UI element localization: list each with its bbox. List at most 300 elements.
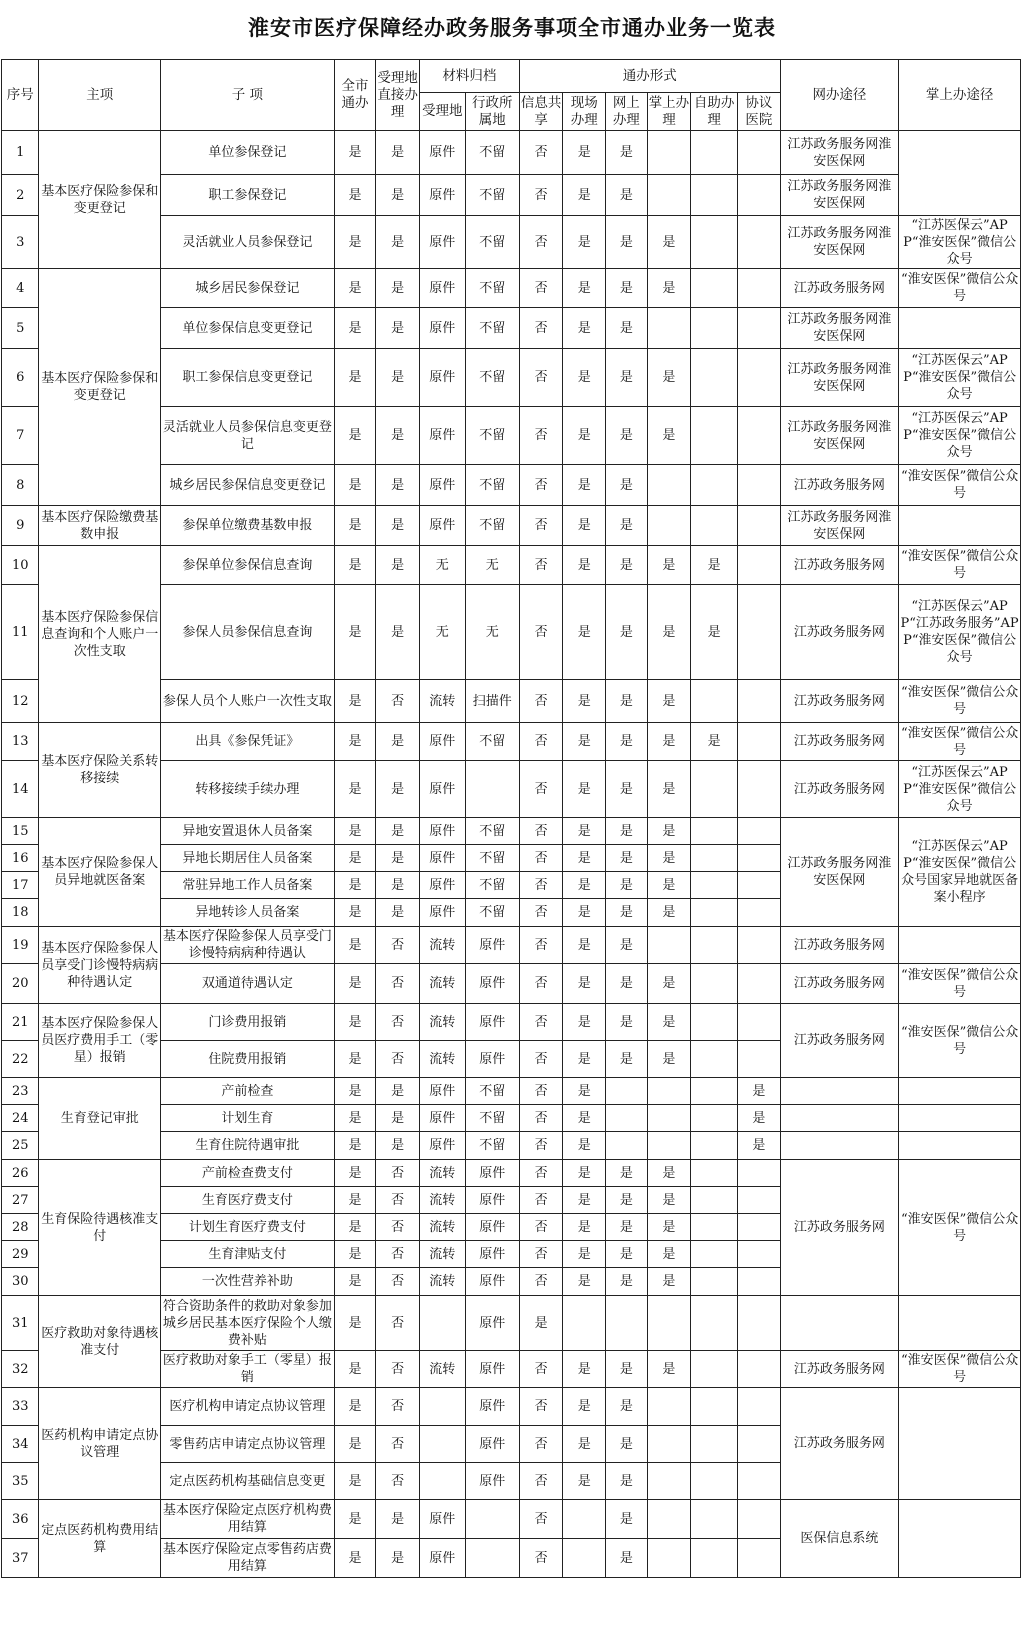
seq-cell: 11 bbox=[2, 585, 39, 680]
mobile-route-cell: “淮安医保”微信公众号 bbox=[899, 1160, 1021, 1296]
value-cell bbox=[691, 845, 738, 872]
value-cell bbox=[738, 308, 781, 349]
value-cell: 否 bbox=[519, 927, 563, 964]
value-cell: 是 bbox=[563, 1132, 606, 1160]
value-cell bbox=[647, 1132, 691, 1160]
value-cell bbox=[691, 216, 738, 269]
value-cell: 是 bbox=[738, 1078, 781, 1105]
value-cell: 是 bbox=[647, 1041, 691, 1078]
value-cell: 是 bbox=[647, 546, 691, 585]
value-cell: 流转 bbox=[419, 1214, 465, 1241]
value-cell bbox=[738, 1004, 781, 1041]
table-row bbox=[2, 546, 1021, 585]
seq-cell: 9 bbox=[2, 506, 39, 546]
value-cell: 是 bbox=[647, 585, 691, 680]
value-cell bbox=[738, 1214, 781, 1241]
value-cell bbox=[738, 506, 781, 546]
value-cell: 是 bbox=[647, 1351, 691, 1388]
value-cell bbox=[563, 1500, 606, 1539]
table-row bbox=[2, 506, 1021, 546]
sub-item-cell: 城乡居民参保登记 bbox=[161, 269, 335, 308]
seq-cell: 22 bbox=[2, 1041, 39, 1078]
value-cell: 流转 bbox=[419, 680, 465, 723]
value-cell: 不留 bbox=[465, 872, 519, 899]
mobile-route-cell bbox=[899, 927, 1021, 964]
seq-cell: 36 bbox=[2, 1500, 39, 1539]
value-cell: 原件 bbox=[465, 1351, 519, 1388]
table-row bbox=[2, 927, 1021, 964]
value-cell: 是 bbox=[606, 845, 648, 872]
value-cell: 是 bbox=[647, 845, 691, 872]
value-cell bbox=[647, 927, 691, 964]
sub-item-cell: 单位参保登记 bbox=[161, 131, 335, 175]
value-cell: 是 bbox=[563, 1105, 606, 1132]
value-cell: 流转 bbox=[419, 1004, 465, 1041]
web-route-cell bbox=[780, 1078, 899, 1105]
value-cell: 原件 bbox=[419, 723, 465, 761]
value-cell: 是 bbox=[334, 1500, 376, 1539]
mobile-route-cell: “江苏医保云”APP“淮安医保”微信公众号 bbox=[899, 407, 1021, 465]
value-cell: 原件 bbox=[465, 1160, 519, 1187]
mobile-route-cell: “淮安医保”微信公众号 bbox=[899, 465, 1021, 506]
value-cell: 是 bbox=[606, 927, 648, 964]
value-cell bbox=[691, 131, 738, 175]
value-cell: 否 bbox=[376, 1004, 420, 1041]
value-cell: 否 bbox=[519, 175, 563, 216]
value-cell: 是 bbox=[563, 131, 606, 175]
value-cell: 是 bbox=[563, 872, 606, 899]
value-cell: 是 bbox=[606, 1463, 648, 1500]
seq-cell: 14 bbox=[2, 761, 39, 818]
value-cell: 是 bbox=[563, 927, 606, 964]
value-cell bbox=[563, 1296, 606, 1351]
sub-item-cell: 参保人员参保信息查询 bbox=[161, 585, 335, 680]
value-cell: 是 bbox=[606, 680, 648, 723]
mobile-route-cell bbox=[899, 506, 1021, 546]
header-material: 材料归档 bbox=[419, 60, 519, 93]
value-cell: 不留 bbox=[465, 269, 519, 308]
value-cell: 是 bbox=[606, 585, 648, 680]
value-cell bbox=[738, 899, 781, 927]
seq-cell: 27 bbox=[2, 1187, 39, 1214]
value-cell bbox=[691, 899, 738, 927]
sub-item-cell: 城乡居民参保信息变更登记 bbox=[161, 465, 335, 506]
value-cell: 是 bbox=[376, 506, 420, 546]
sub-item-cell: 基本医疗保险参保人员享受门诊慢特病病种待遇认 bbox=[161, 927, 335, 964]
header-mat-accept: 受理地 bbox=[419, 93, 465, 131]
value-cell: 是 bbox=[376, 407, 420, 465]
value-cell bbox=[563, 1539, 606, 1578]
sub-item-cell: 计划生育医疗费支付 bbox=[161, 1214, 335, 1241]
value-cell bbox=[606, 1105, 648, 1132]
mobile-route-cell bbox=[899, 1132, 1021, 1160]
value-cell bbox=[738, 1500, 781, 1539]
seq-cell: 16 bbox=[2, 845, 39, 872]
value-cell: 是 bbox=[563, 845, 606, 872]
value-cell: 不留 bbox=[465, 175, 519, 216]
web-route-cell: 江苏政务服务网淮安医保网 bbox=[780, 506, 899, 546]
value-cell: 是 bbox=[376, 216, 420, 269]
sub-item-cell: 生育医疗费支付 bbox=[161, 1187, 335, 1214]
sub-item-cell: 基本医疗保险定点医疗机构费用结算 bbox=[161, 1500, 335, 1539]
mobile-route-cell: “淮安医保”微信公众号 bbox=[899, 269, 1021, 308]
value-cell: 否 bbox=[519, 1078, 563, 1105]
value-cell: 是 bbox=[738, 1132, 781, 1160]
web-route-cell: 江苏政务服务网 bbox=[780, 269, 899, 308]
value-cell bbox=[647, 1296, 691, 1351]
value-cell: 否 bbox=[519, 308, 563, 349]
sub-item-cell: 单位参保信息变更登记 bbox=[161, 308, 335, 349]
value-cell: 无 bbox=[419, 585, 465, 680]
main-item-cell: 医药机构申请定点协议管理 bbox=[39, 1388, 161, 1500]
value-cell: 否 bbox=[519, 680, 563, 723]
value-cell: 否 bbox=[519, 872, 563, 899]
value-cell: 原件 bbox=[419, 1078, 465, 1105]
value-cell bbox=[691, 1388, 738, 1426]
value-cell: 是 bbox=[563, 1078, 606, 1105]
value-cell: 是 bbox=[563, 465, 606, 506]
value-cell bbox=[647, 465, 691, 506]
value-cell: 原件 bbox=[419, 818, 465, 845]
seq-cell: 24 bbox=[2, 1105, 39, 1132]
value-cell: 否 bbox=[519, 1214, 563, 1241]
value-cell: 否 bbox=[519, 1539, 563, 1578]
value-cell: 是 bbox=[334, 407, 376, 465]
value-cell: 是 bbox=[563, 546, 606, 585]
value-cell: 是 bbox=[334, 761, 376, 818]
seq-cell: 28 bbox=[2, 1214, 39, 1241]
value-cell: 否 bbox=[519, 1187, 563, 1214]
value-cell bbox=[738, 845, 781, 872]
value-cell: 是 bbox=[606, 175, 648, 216]
value-cell: 原件 bbox=[419, 845, 465, 872]
value-cell: 否 bbox=[376, 680, 420, 723]
main-item-cell: 基本医疗保险参保人员医疗费用手工（零星）报销 bbox=[39, 1004, 161, 1078]
value-cell bbox=[738, 1463, 781, 1500]
value-cell bbox=[691, 1078, 738, 1105]
value-cell: 不留 bbox=[465, 407, 519, 465]
value-cell bbox=[738, 1241, 781, 1268]
value-cell bbox=[738, 269, 781, 308]
mobile-route-cell: “江苏医保云”APP“淮安医保”微信公众号 bbox=[899, 761, 1021, 818]
seq-cell: 25 bbox=[2, 1132, 39, 1160]
value-cell: 无 bbox=[465, 546, 519, 585]
value-cell: 原件 bbox=[419, 269, 465, 308]
value-cell: 原件 bbox=[419, 175, 465, 216]
value-cell: 是 bbox=[376, 872, 420, 899]
value-cell: 是 bbox=[334, 1078, 376, 1105]
sub-item-cell: 医疗机构申请定点协议管理 bbox=[161, 1388, 335, 1426]
value-cell: 否 bbox=[519, 1268, 563, 1296]
value-cell: 是 bbox=[606, 899, 648, 927]
value-cell: 是 bbox=[334, 1351, 376, 1388]
value-cell bbox=[738, 585, 781, 680]
value-cell: 原件 bbox=[465, 1463, 519, 1500]
value-cell: 是 bbox=[334, 1426, 376, 1463]
value-cell: 否 bbox=[376, 1463, 420, 1500]
value-cell: 是 bbox=[563, 680, 606, 723]
value-cell: 是 bbox=[563, 1160, 606, 1187]
value-cell bbox=[738, 761, 781, 818]
value-cell bbox=[738, 964, 781, 1004]
sub-item-cell: 基本医疗保险定点零售药店费用结算 bbox=[161, 1539, 335, 1578]
value-cell: 否 bbox=[376, 1241, 420, 1268]
value-cell: 是 bbox=[606, 546, 648, 585]
value-cell: 原件 bbox=[465, 1004, 519, 1041]
value-cell: 是 bbox=[334, 723, 376, 761]
sub-item-cell: 零售药店申请定点协议管理 bbox=[161, 1426, 335, 1463]
mobile-route-cell bbox=[899, 1105, 1021, 1132]
seq-cell: 12 bbox=[2, 680, 39, 723]
value-cell: 原件 bbox=[465, 1187, 519, 1214]
value-cell: 否 bbox=[519, 899, 563, 927]
value-cell: 否 bbox=[519, 964, 563, 1004]
web-route-cell: 江苏政务服务网 bbox=[780, 1388, 899, 1500]
mobile-route-cell: “淮安医保”微信公众号 bbox=[899, 964, 1021, 1004]
value-cell: 是 bbox=[376, 818, 420, 845]
value-cell: 否 bbox=[519, 1041, 563, 1078]
value-cell bbox=[691, 407, 738, 465]
seq-cell: 2 bbox=[2, 175, 39, 216]
value-cell: 是 bbox=[606, 1214, 648, 1241]
value-cell: 是 bbox=[334, 1388, 376, 1426]
main-item-cell: 定点医药机构费用结算 bbox=[39, 1500, 161, 1578]
value-cell bbox=[691, 1160, 738, 1187]
value-cell: 原件 bbox=[419, 1105, 465, 1132]
value-cell: 原件 bbox=[419, 131, 465, 175]
value-cell bbox=[647, 1500, 691, 1539]
value-cell bbox=[691, 964, 738, 1004]
sub-item-cell: 参保单位缴费基数申报 bbox=[161, 506, 335, 546]
web-route-cell: 江苏政务服务网 bbox=[780, 1160, 899, 1296]
seq-cell: 7 bbox=[2, 407, 39, 465]
value-cell: 是 bbox=[606, 818, 648, 845]
value-cell bbox=[691, 872, 738, 899]
value-cell: 是 bbox=[563, 818, 606, 845]
value-cell: 否 bbox=[519, 131, 563, 175]
value-cell: 是 bbox=[606, 1351, 648, 1388]
value-cell bbox=[606, 1296, 648, 1351]
table-row bbox=[2, 269, 1021, 308]
seq-cell: 10 bbox=[2, 546, 39, 585]
web-route-cell: 江苏政务服务网淮安医保网 bbox=[780, 175, 899, 216]
value-cell: 否 bbox=[519, 1160, 563, 1187]
value-cell: 是 bbox=[334, 1132, 376, 1160]
value-cell: 是 bbox=[376, 723, 420, 761]
value-cell: 扫描件 bbox=[465, 680, 519, 723]
value-cell: 原件 bbox=[419, 308, 465, 349]
value-cell: 否 bbox=[376, 1160, 420, 1187]
value-cell: 是 bbox=[606, 1500, 648, 1539]
web-route-cell: 江苏政务服务网 bbox=[780, 761, 899, 818]
value-cell: 原件 bbox=[419, 506, 465, 546]
web-route-cell bbox=[780, 1132, 899, 1160]
value-cell bbox=[738, 1388, 781, 1426]
value-cell: 否 bbox=[376, 1351, 420, 1388]
value-cell: 是 bbox=[563, 1214, 606, 1241]
value-cell bbox=[738, 1187, 781, 1214]
header-web: 网办途径 bbox=[780, 60, 899, 131]
value-cell: 不留 bbox=[465, 818, 519, 845]
value-cell: 原件 bbox=[419, 1132, 465, 1160]
value-cell: 否 bbox=[376, 1426, 420, 1463]
value-cell: 是 bbox=[334, 872, 376, 899]
value-cell bbox=[691, 349, 738, 407]
value-cell: 否 bbox=[376, 1041, 420, 1078]
value-cell: 原件 bbox=[419, 761, 465, 818]
value-cell: 是 bbox=[606, 131, 648, 175]
seq-cell: 23 bbox=[2, 1078, 39, 1105]
sub-item-cell: 一次性营养补助 bbox=[161, 1268, 335, 1296]
value-cell: 是 bbox=[376, 308, 420, 349]
main-item-cell: 基本医疗保险缴费基数申报 bbox=[39, 506, 161, 546]
web-route-cell: 江苏政务服务网淮安医保网 bbox=[780, 131, 899, 175]
table-row bbox=[2, 818, 1021, 845]
value-cell bbox=[691, 465, 738, 506]
value-cell: 原件 bbox=[465, 964, 519, 1004]
value-cell: 是 bbox=[376, 845, 420, 872]
value-cell: 不留 bbox=[465, 1132, 519, 1160]
header-mode: 通办形式 bbox=[519, 60, 780, 93]
value-cell: 是 bbox=[376, 175, 420, 216]
web-route-cell: 江苏政务服务网 bbox=[780, 1351, 899, 1388]
value-cell: 流转 bbox=[419, 1160, 465, 1187]
table-row bbox=[2, 1388, 1021, 1426]
value-cell bbox=[738, 407, 781, 465]
value-cell: 是 bbox=[334, 1241, 376, 1268]
seq-cell: 37 bbox=[2, 1539, 39, 1578]
seq-cell: 18 bbox=[2, 899, 39, 927]
value-cell bbox=[691, 308, 738, 349]
header-mobile: 掌上办途径 bbox=[899, 60, 1021, 131]
value-cell: 不留 bbox=[465, 216, 519, 269]
value-cell: 是 bbox=[334, 899, 376, 927]
sub-item-cell: 灵活就业人员参保信息变更登记 bbox=[161, 407, 335, 465]
value-cell bbox=[691, 1296, 738, 1351]
value-cell bbox=[738, 175, 781, 216]
value-cell: 是 bbox=[376, 1105, 420, 1132]
sub-item-cell: 产前检查 bbox=[161, 1078, 335, 1105]
value-cell: 否 bbox=[519, 1351, 563, 1388]
value-cell: 否 bbox=[519, 723, 563, 761]
sub-item-cell: 职工参保登记 bbox=[161, 175, 335, 216]
value-cell: 否 bbox=[376, 1268, 420, 1296]
value-cell: 原件 bbox=[465, 1426, 519, 1463]
web-route-cell: 江苏政务服务网淮安医保网 bbox=[780, 407, 899, 465]
header-sub: 子 项 bbox=[161, 60, 335, 131]
value-cell: 否 bbox=[519, 546, 563, 585]
value-cell: 不留 bbox=[465, 1105, 519, 1132]
value-cell: 是 bbox=[563, 899, 606, 927]
value-cell: 原件 bbox=[465, 1241, 519, 1268]
value-cell bbox=[691, 1041, 738, 1078]
value-cell: 是 bbox=[647, 1241, 691, 1268]
value-cell bbox=[465, 1500, 519, 1539]
table-row bbox=[2, 1500, 1021, 1539]
value-cell: 是 bbox=[563, 1241, 606, 1268]
value-cell: 原件 bbox=[465, 1296, 519, 1351]
value-cell: 是 bbox=[334, 1539, 376, 1578]
value-cell: 原件 bbox=[465, 1041, 519, 1078]
value-cell bbox=[738, 465, 781, 506]
seq-cell: 33 bbox=[2, 1388, 39, 1426]
value-cell bbox=[465, 761, 519, 818]
value-cell: 不留 bbox=[465, 465, 519, 506]
web-route-cell: 江苏政务服务网淮安医保网 bbox=[780, 818, 899, 927]
web-route-cell: 医保信息系统 bbox=[780, 1500, 899, 1578]
value-cell bbox=[738, 680, 781, 723]
value-cell: 是 bbox=[334, 216, 376, 269]
value-cell: 是 bbox=[606, 1004, 648, 1041]
mobile-route-cell: “淮安医保”微信公众号 bbox=[899, 680, 1021, 723]
value-cell: 是 bbox=[334, 1105, 376, 1132]
sub-item-cell: 计划生育 bbox=[161, 1105, 335, 1132]
value-cell: 是 bbox=[563, 585, 606, 680]
sub-item-cell: 参保单位参保信息查询 bbox=[161, 546, 335, 585]
value-cell: 否 bbox=[519, 1426, 563, 1463]
value-cell: 是 bbox=[647, 761, 691, 818]
value-cell bbox=[691, 1132, 738, 1160]
seq-cell: 32 bbox=[2, 1351, 39, 1388]
value-cell bbox=[419, 1426, 465, 1463]
value-cell: 是 bbox=[647, 964, 691, 1004]
value-cell: 是 bbox=[334, 964, 376, 1004]
value-cell bbox=[738, 349, 781, 407]
value-cell: 流转 bbox=[419, 964, 465, 1004]
value-cell: 是 bbox=[647, 1004, 691, 1041]
web-route-cell: 江苏政务服务网 bbox=[780, 927, 899, 964]
value-cell bbox=[738, 1351, 781, 1388]
seq-cell: 5 bbox=[2, 308, 39, 349]
value-cell: 是 bbox=[691, 546, 738, 585]
value-cell bbox=[738, 1268, 781, 1296]
page-title: 淮安市医疗保障经办政务服务事项全市通办业务一览表 bbox=[248, 15, 776, 40]
value-cell: 是 bbox=[519, 1296, 563, 1351]
value-cell: 是 bbox=[563, 1388, 606, 1426]
value-cell: 是 bbox=[606, 1041, 648, 1078]
sub-item-cell: 职工参保信息变更登记 bbox=[161, 349, 335, 407]
sub-item-cell: 住院费用报销 bbox=[161, 1041, 335, 1078]
value-cell bbox=[738, 1160, 781, 1187]
value-cell: 是 bbox=[334, 927, 376, 964]
value-cell: 原件 bbox=[419, 872, 465, 899]
value-cell: 流转 bbox=[419, 1351, 465, 1388]
value-cell: 是 bbox=[606, 407, 648, 465]
value-cell: 否 bbox=[519, 407, 563, 465]
value-cell bbox=[738, 1539, 781, 1578]
value-cell: 不留 bbox=[465, 506, 519, 546]
value-cell bbox=[691, 269, 738, 308]
sub-item-cell: 医疗救助对象手工（零星）报销 bbox=[161, 1351, 335, 1388]
value-cell bbox=[647, 1463, 691, 1500]
value-cell: 是 bbox=[691, 585, 738, 680]
main-item-cell: 基本医疗保险参保和变更登记 bbox=[39, 269, 161, 506]
sub-item-cell: 符合资助条件的救助对象参加城乡居民基本医疗保险个人缴费补贴 bbox=[161, 1296, 335, 1351]
value-cell bbox=[691, 1351, 738, 1388]
mobile-route-cell bbox=[899, 308, 1021, 349]
value-cell: 不留 bbox=[465, 1078, 519, 1105]
value-cell: 是 bbox=[334, 175, 376, 216]
mobile-route-cell: “淮安医保”微信公众号 bbox=[899, 1351, 1021, 1388]
value-cell: 是 bbox=[376, 1132, 420, 1160]
main-item-cell: 生育保险待遇核准支付 bbox=[39, 1160, 161, 1296]
value-cell: 是 bbox=[606, 761, 648, 818]
value-cell: 原件 bbox=[419, 1539, 465, 1578]
web-route-cell: 江苏政务服务网 bbox=[780, 680, 899, 723]
mobile-route-cell: “江苏医保云”APP“淮安医保”微信公众号国家异地就医备案小程序 bbox=[899, 818, 1021, 927]
value-cell: 是 bbox=[606, 1426, 648, 1463]
sub-item-cell: 产前检查费支付 bbox=[161, 1160, 335, 1187]
